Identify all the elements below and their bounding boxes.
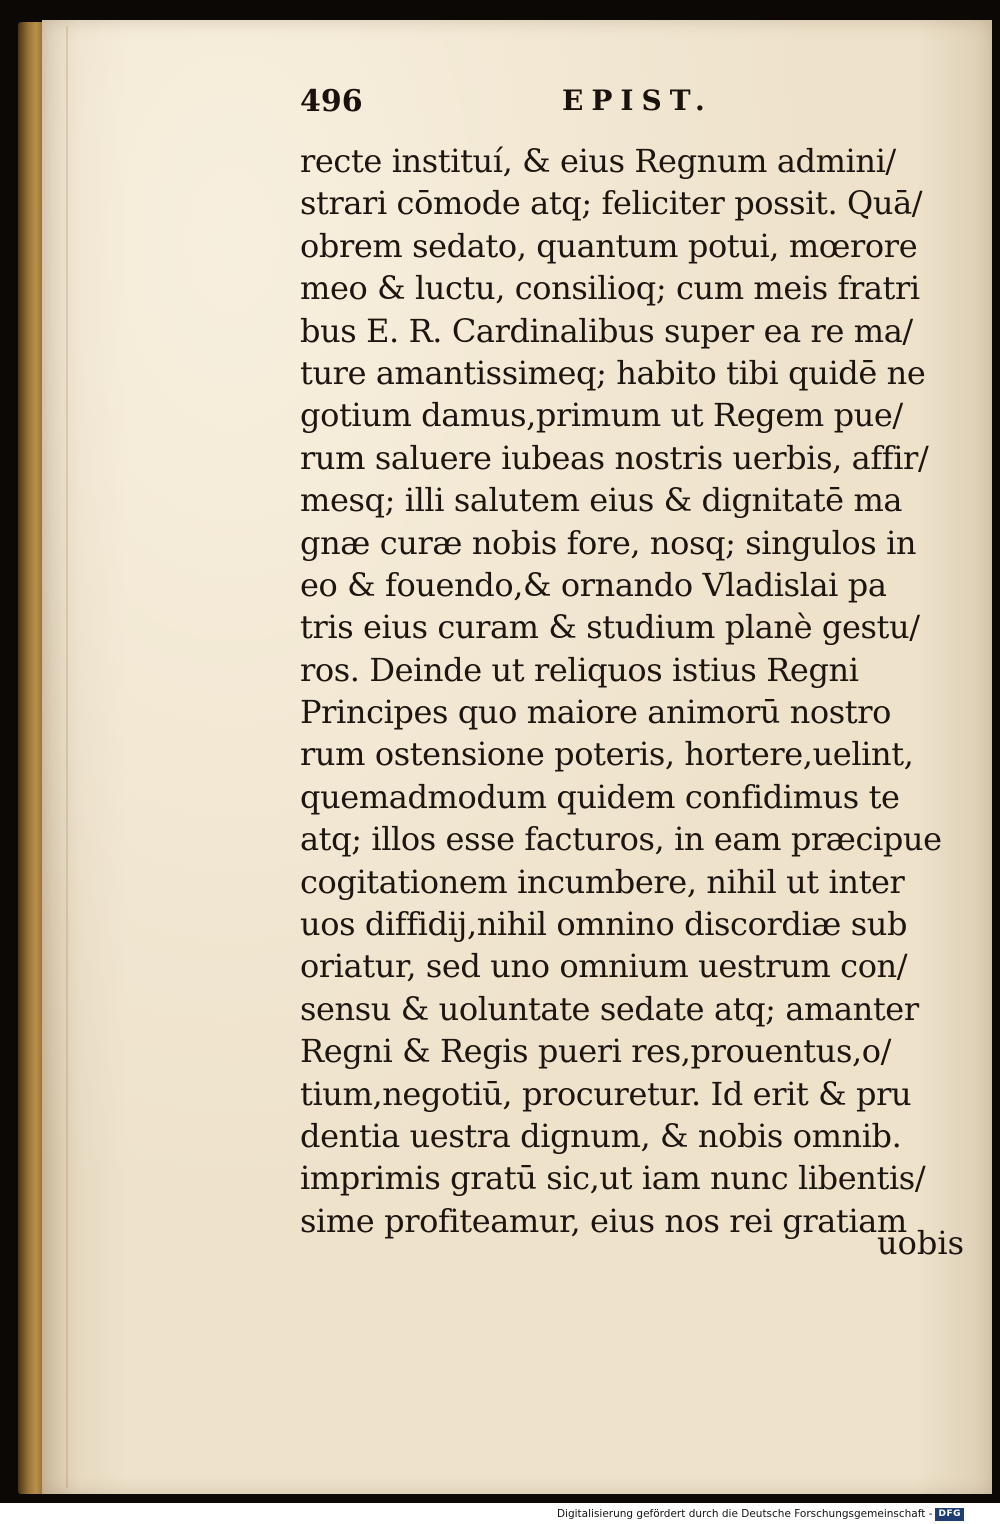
digitization-credit bbox=[557, 1506, 964, 1522]
text-line: rum ostensione poteris, hortere,uelint, bbox=[300, 735, 914, 774]
catchword: uobis bbox=[876, 1224, 964, 1262]
running-head bbox=[300, 84, 960, 134]
text-line: mesq; illi salutem eius & dignitatē ma bbox=[300, 481, 903, 520]
text-line: sensu & uoluntate sedate atq; amanter bbox=[300, 989, 919, 1028]
text-line: meo & luctu, consilioq; cum meis fratri bbox=[300, 269, 920, 308]
text-line: ros. Deinde ut reliquos istius Regni bbox=[300, 650, 859, 689]
text-line: rum saluere iubeas nostris uerbis, affir/ bbox=[300, 438, 929, 477]
text-line: gotium damus,primum ut Regem pue/ bbox=[300, 396, 903, 435]
credit-text: Digitalisierung gefördert durch die Deutsche Forschungsgemeinschaft - bbox=[556, 1508, 933, 1520]
running-title: EPIST. bbox=[562, 84, 713, 117]
text-line: ture amantissimeq; habito tibi quidē ne bbox=[300, 353, 926, 392]
text-line: bus E. R. Cardinalibus super ea re ma/ bbox=[300, 311, 913, 350]
body-text bbox=[300, 140, 960, 1242]
text-line: tris eius curam & studium planè gestu/ bbox=[300, 608, 920, 647]
text-line: recte instituí, & eius Regnum admini/ bbox=[300, 142, 896, 180]
text-line: oriatur, sed uno omnium uestrum con/ bbox=[300, 947, 908, 986]
text-line: Principes quo maiore animorū nostro bbox=[300, 693, 892, 732]
text-line: quemadmodum quidem confidimus te bbox=[300, 777, 900, 816]
text-line: obrem sedato, quantum potui, mœrore bbox=[300, 226, 918, 265]
page-number: 496 bbox=[300, 84, 363, 119]
dfg-logo: DFG bbox=[935, 1508, 964, 1521]
text-line: eo & fouendo,& ornando Vladislai pa bbox=[300, 565, 887, 604]
text-line: strari cōmode atq; feliciter possit. Quā/ bbox=[300, 184, 923, 223]
text-line: gnæ curæ nobis fore, nosq; singulos in bbox=[300, 523, 917, 562]
text-line: uos diffidij,nihil omnino discordiæ sub bbox=[300, 905, 908, 944]
text-line: cogitationem incumbere, nihil ut inter bbox=[300, 862, 905, 901]
text-line: atq; illos esse facturos, in eam præcipue bbox=[300, 820, 942, 859]
text-line: dentia uestra dignum, & nobis omnib. bbox=[300, 1116, 902, 1155]
text-line: Regni & Regis pueri res,prouentus,o/ bbox=[300, 1032, 892, 1071]
text-line: tium,negotiū, procuretur. Id erit & pru bbox=[300, 1074, 912, 1113]
text-line: sime profiteamur, eius nos rei gratiam bbox=[300, 1201, 907, 1240]
gutter-shadow bbox=[66, 26, 68, 1488]
text-line: imprimis gratū sic,ut iam nunc libentis/ bbox=[300, 1159, 926, 1198]
